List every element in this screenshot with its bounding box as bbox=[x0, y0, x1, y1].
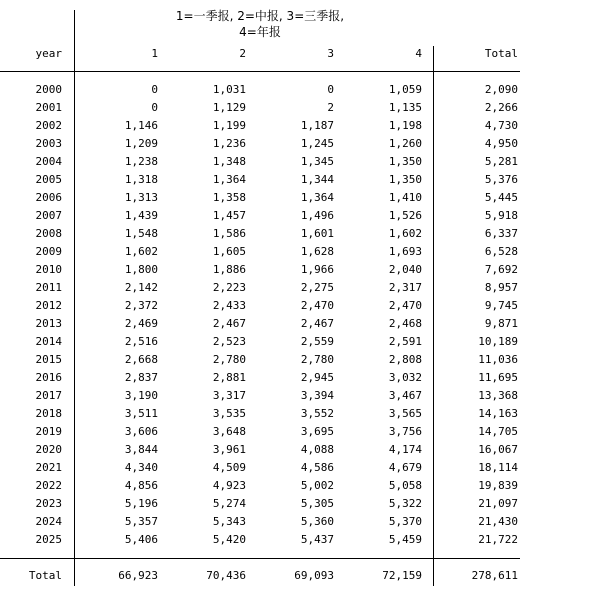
table-cell: 2,040 bbox=[388, 263, 422, 276]
table-cell: 21,722 bbox=[478, 533, 518, 546]
table-cell: 2,668 bbox=[124, 353, 158, 366]
table-cell: 9,871 bbox=[484, 317, 518, 330]
table-cell: 3,648 bbox=[212, 425, 246, 438]
table-cell: 3,552 bbox=[300, 407, 334, 420]
table-cell: 1,496 bbox=[300, 209, 334, 222]
table-cell: 1,245 bbox=[300, 137, 334, 150]
table-cell: 5,406 bbox=[124, 533, 158, 546]
table-cell: 2,467 bbox=[300, 317, 334, 330]
row-label-year: 2006 bbox=[35, 191, 62, 204]
table-cell: 1,198 bbox=[388, 119, 422, 132]
table-cell: 5,274 bbox=[212, 497, 246, 510]
table-cell: 1,966 bbox=[300, 263, 334, 276]
table-cell: 2,523 bbox=[212, 335, 246, 348]
table-cell: 2,469 bbox=[124, 317, 158, 330]
column-header: 1 bbox=[151, 47, 158, 60]
table-cell: 0 bbox=[151, 83, 158, 96]
table-cell: 1,410 bbox=[388, 191, 422, 204]
table-cell: 1,350 bbox=[388, 155, 422, 168]
table-cell: 5,360 bbox=[300, 515, 334, 528]
table-cell: 1,146 bbox=[124, 119, 158, 132]
table-cell: 1,358 bbox=[212, 191, 246, 204]
row-label-year: 2002 bbox=[35, 119, 62, 132]
table-cell: 5,343 bbox=[212, 515, 246, 528]
table-cell: 4,174 bbox=[388, 443, 422, 456]
table-cell: 14,705 bbox=[478, 425, 518, 438]
table-cell: 6,528 bbox=[484, 245, 518, 258]
column-header: 4 bbox=[415, 47, 422, 60]
row-label-year: 2013 bbox=[35, 317, 62, 330]
table-cell: 18,114 bbox=[478, 461, 518, 474]
table-cell: 4,088 bbox=[300, 443, 334, 456]
table-cell: 3,844 bbox=[124, 443, 158, 456]
table-cell: 1,313 bbox=[124, 191, 158, 204]
table-cell: 1,364 bbox=[212, 173, 246, 186]
table-cell: 2,433 bbox=[212, 299, 246, 312]
table-cell: 2,808 bbox=[388, 353, 422, 366]
table-cell: 3,317 bbox=[212, 389, 246, 402]
table-cell: 0 bbox=[151, 101, 158, 114]
table-cell: 8,957 bbox=[484, 281, 518, 294]
row-label-year: 2008 bbox=[35, 227, 62, 240]
table-cell: 2,780 bbox=[212, 353, 246, 366]
row-label-year: 2012 bbox=[35, 299, 62, 312]
table-cell: 7,692 bbox=[484, 263, 518, 276]
table-cell: 5,420 bbox=[212, 533, 246, 546]
table-cell: 1,586 bbox=[212, 227, 246, 240]
table-cell: 3,467 bbox=[388, 389, 422, 402]
table-cell: 4,509 bbox=[212, 461, 246, 474]
table-cell: 5,370 bbox=[388, 515, 422, 528]
table-cell: 2,945 bbox=[300, 371, 334, 384]
table-cell: 21,097 bbox=[478, 497, 518, 510]
table-cell: 1,628 bbox=[300, 245, 334, 258]
total-cell: 72,159 bbox=[382, 569, 422, 582]
table-cell: 4,586 bbox=[300, 461, 334, 474]
caption-line-1: 1=一季报, 2=中报, 3=三季报, bbox=[175, 9, 345, 23]
row-header-label: year bbox=[35, 47, 62, 60]
row-label-year: 2000 bbox=[35, 83, 62, 96]
table-cell: 3,394 bbox=[300, 389, 334, 402]
table-cell: 4,923 bbox=[212, 479, 246, 492]
table-cell: 1,439 bbox=[124, 209, 158, 222]
table-cell: 5,437 bbox=[300, 533, 334, 546]
table-cell: 1,457 bbox=[212, 209, 246, 222]
table-cell: 2,275 bbox=[300, 281, 334, 294]
row-label-year: 2025 bbox=[35, 533, 62, 546]
row-label-year: 2004 bbox=[35, 155, 62, 168]
table-cell: 2,470 bbox=[300, 299, 334, 312]
table-cell: 3,565 bbox=[388, 407, 422, 420]
total-cell: 66,923 bbox=[118, 569, 158, 582]
table-cell: 10,189 bbox=[478, 335, 518, 348]
table-cell: 4,950 bbox=[484, 137, 518, 150]
table-cell: 3,961 bbox=[212, 443, 246, 456]
table-cell: 4,730 bbox=[484, 119, 518, 132]
table-cell: 3,535 bbox=[212, 407, 246, 420]
total-cell: 278,611 bbox=[471, 569, 518, 582]
table-cell: 1,236 bbox=[212, 137, 246, 150]
table-cell: 4,340 bbox=[124, 461, 158, 474]
row-label-year: 2017 bbox=[35, 389, 62, 402]
caption-line-2: 4=年报 bbox=[239, 25, 281, 39]
row-label-year: 2018 bbox=[35, 407, 62, 420]
table-cell: 2 bbox=[327, 101, 334, 114]
table-cell: 1,526 bbox=[388, 209, 422, 222]
row-label-year: 2014 bbox=[35, 335, 62, 348]
table-cell: 2,142 bbox=[124, 281, 158, 294]
row-header-divider bbox=[74, 10, 75, 586]
table-cell: 1,350 bbox=[388, 173, 422, 186]
table-cell: 5,357 bbox=[124, 515, 158, 528]
column-header: 3 bbox=[327, 47, 334, 60]
total-cell: 70,436 bbox=[206, 569, 246, 582]
table-cell: 2,223 bbox=[212, 281, 246, 294]
table-cell: 16,067 bbox=[478, 443, 518, 456]
table-cell: 3,190 bbox=[124, 389, 158, 402]
table-cell: 3,032 bbox=[388, 371, 422, 384]
table-cell: 5,445 bbox=[484, 191, 518, 204]
table-cell: 1,602 bbox=[124, 245, 158, 258]
table-cell: 2,317 bbox=[388, 281, 422, 294]
table-cell: 1,344 bbox=[300, 173, 334, 186]
table-cell: 1,187 bbox=[300, 119, 334, 132]
table-cell: 5,281 bbox=[484, 155, 518, 168]
row-label-year: 2003 bbox=[35, 137, 62, 150]
total-row-label: Total bbox=[28, 569, 62, 582]
table-cell: 2,468 bbox=[388, 317, 422, 330]
table-cell: 2,780 bbox=[300, 353, 334, 366]
row-label-year: 2019 bbox=[35, 425, 62, 438]
table-cell: 19,839 bbox=[478, 479, 518, 492]
table-cell: 4,679 bbox=[388, 461, 422, 474]
row-label-year: 2022 bbox=[35, 479, 62, 492]
table-cell: 3,511 bbox=[124, 407, 158, 420]
table-cell: 2,881 bbox=[212, 371, 246, 384]
table-cell: 1,601 bbox=[300, 227, 334, 240]
row-label-year: 2016 bbox=[35, 371, 62, 384]
table-cell: 2,516 bbox=[124, 335, 158, 348]
table-cell: 1,348 bbox=[212, 155, 246, 168]
table-cell: 1,800 bbox=[124, 263, 158, 276]
table-cell: 5,002 bbox=[300, 479, 334, 492]
table-cell: 5,376 bbox=[484, 173, 518, 186]
table-cell: 1,238 bbox=[124, 155, 158, 168]
row-label-year: 2020 bbox=[35, 443, 62, 456]
row-label-year: 2005 bbox=[35, 173, 62, 186]
row-label-year: 2010 bbox=[35, 263, 62, 276]
table-cell: 0 bbox=[327, 83, 334, 96]
table-cell: 1,345 bbox=[300, 155, 334, 168]
table-cell: 1,602 bbox=[388, 227, 422, 240]
table-cell: 1,135 bbox=[388, 101, 422, 114]
total-rule bbox=[0, 558, 520, 559]
row-label-year: 2015 bbox=[35, 353, 62, 366]
table-cell: 5,058 bbox=[388, 479, 422, 492]
table-cell: 2,090 bbox=[484, 83, 518, 96]
table-cell: 5,305 bbox=[300, 497, 334, 510]
row-label-year: 2011 bbox=[35, 281, 62, 294]
table-cell: 1,260 bbox=[388, 137, 422, 150]
table-cell: 21,430 bbox=[478, 515, 518, 528]
table-cell: 1,318 bbox=[124, 173, 158, 186]
table-cell: 1,209 bbox=[124, 137, 158, 150]
table-cell: 14,163 bbox=[478, 407, 518, 420]
table-cell: 9,745 bbox=[484, 299, 518, 312]
total-cell: 69,093 bbox=[294, 569, 334, 582]
table-cell: 1,199 bbox=[212, 119, 246, 132]
table-cell: 1,059 bbox=[388, 83, 422, 96]
table-cell: 5,918 bbox=[484, 209, 518, 222]
table-cell: 3,606 bbox=[124, 425, 158, 438]
table-cell: 1,129 bbox=[212, 101, 246, 114]
table-cell: 5,459 bbox=[388, 533, 422, 546]
table-cell: 1,605 bbox=[212, 245, 246, 258]
header-rule bbox=[0, 71, 520, 72]
row-label-year: 2007 bbox=[35, 209, 62, 222]
table-cell: 6,337 bbox=[484, 227, 518, 240]
row-label-year: 2009 bbox=[35, 245, 62, 258]
table-cell: 2,467 bbox=[212, 317, 246, 330]
table-cell: 11,036 bbox=[478, 353, 518, 366]
table-cell: 1,886 bbox=[212, 263, 246, 276]
row-label-year: 2001 bbox=[35, 101, 62, 114]
column-variable-caption bbox=[90, 8, 430, 40]
row-label-year: 2024 bbox=[35, 515, 62, 528]
total-column-divider bbox=[433, 46, 434, 586]
table-cell: 2,470 bbox=[388, 299, 422, 312]
table-cell: 2,559 bbox=[300, 335, 334, 348]
table-cell: 1,364 bbox=[300, 191, 334, 204]
table-cell: 4,856 bbox=[124, 479, 158, 492]
table-cell: 2,591 bbox=[388, 335, 422, 348]
table-cell: 13,368 bbox=[478, 389, 518, 402]
table-cell: 3,756 bbox=[388, 425, 422, 438]
row-label-year: 2021 bbox=[35, 461, 62, 474]
table-cell: 2,372 bbox=[124, 299, 158, 312]
table-cell: 1,693 bbox=[388, 245, 422, 258]
table-cell: 5,322 bbox=[388, 497, 422, 510]
column-header: Total bbox=[484, 47, 518, 60]
column-header: 2 bbox=[239, 47, 246, 60]
row-label-year: 2023 bbox=[35, 497, 62, 510]
table-cell: 5,196 bbox=[124, 497, 158, 510]
table-cell: 2,266 bbox=[484, 101, 518, 114]
table-cell: 3,695 bbox=[300, 425, 334, 438]
table-cell: 1,031 bbox=[212, 83, 246, 96]
table-cell: 2,837 bbox=[124, 371, 158, 384]
table-cell: 1,548 bbox=[124, 227, 158, 240]
table-cell: 11,695 bbox=[478, 371, 518, 384]
